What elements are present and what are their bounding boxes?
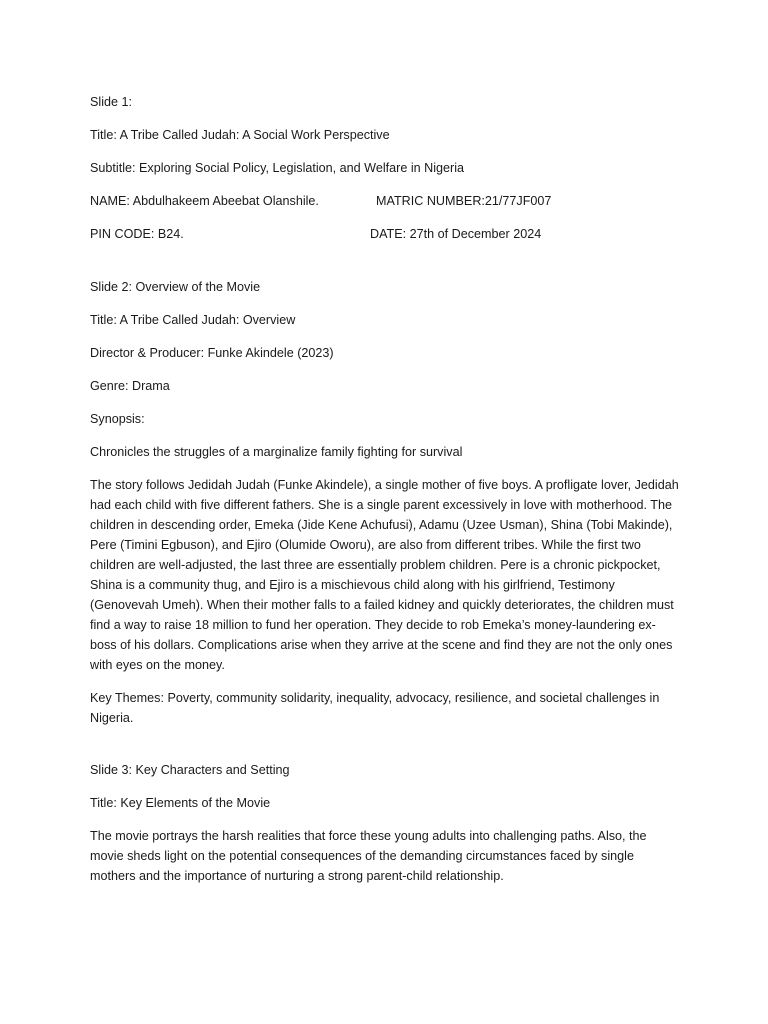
- genre-line: Genre: Drama: [90, 379, 170, 393]
- student-name: NAME: Abdulhakeem Abeebat Olanshile.: [90, 194, 319, 208]
- slide1-heading: Slide 1:: [90, 95, 133, 109]
- section-spacer: [90, 741, 682, 760]
- director-line: Director & Producer: Funke Akindele (2023): [90, 346, 334, 360]
- synopsis-tagline: Chronicles the struggles of a marginalize family fighting for survival: [90, 445, 463, 459]
- synopsis-story: The story follows Jedidah Judah (Funke Akindele), a single mother of five boys. A profligate lover, Jedidah had each child with five different fathers. She is a single parent excessively in love with motherhood. The children in descending order, Emeka (Jide Kene Achufusi), Adamu (Uzee Usman), Shina (Tobi Makinde), Pere (Timini Egbuson), and Ejiro (Olumide Oworu), are also from different tribes. While the first two children are well-adjusted, the last three are essentially problem children. Pere is a chronic pickpocket, Shina is a community thug, and Ejiro is a mischievous child along with his girlfriend, Testimony (Genovevah Umeh). When their mother falls to a failed kidney and quickly deteriorates, the children must find a way to raise 18 million to fund her operation. They decide to rob Emeka’s money-laundering ex-boss of his dollars. Complications arise when they arrive at the scene and find they are not the only ones with eyes on the money.: [90, 478, 679, 672]
- synopsis-label: Synopsis:: [90, 412, 145, 426]
- slide1-title: Title: A Tribe Called Judah: A Social Work Perspective: [90, 128, 390, 142]
- pin-code: PIN CODE: B24.: [90, 227, 184, 241]
- name-matric-row: [90, 191, 682, 211]
- key-themes: Key Themes: Poverty, community solidarity, inequality, advocacy, resilience, and societal challenges in Nigeria.: [90, 691, 660, 725]
- slide3-title: Title: Key Elements of the Movie: [90, 796, 271, 810]
- document-page: [90, 92, 682, 899]
- slide3-body: The movie portrays the harsh realities that force these young adults into challenging paths. Also, the movie sheds light on the potential consequences of the demanding circumstances faced by single mothers and the importance of nurturing a strong parent-child relationship.: [90, 829, 647, 883]
- matric-number: MATRIC NUMBER:21/77JF007: [376, 194, 552, 208]
- section-spacer: [90, 257, 682, 277]
- slide2-title: Title: A Tribe Called Judah: Overview: [90, 313, 296, 327]
- submission-date: DATE: 27th of December 2024: [370, 227, 542, 241]
- pin-date-row: [90, 224, 682, 244]
- slide1-subtitle: Subtitle: Exploring Social Policy, Legislation, and Welfare in Nigeria: [90, 161, 465, 175]
- slide3-heading: Slide 3: Key Characters and Setting: [90, 763, 290, 777]
- slide2-heading: Slide 2: Overview of the Movie: [90, 280, 261, 294]
